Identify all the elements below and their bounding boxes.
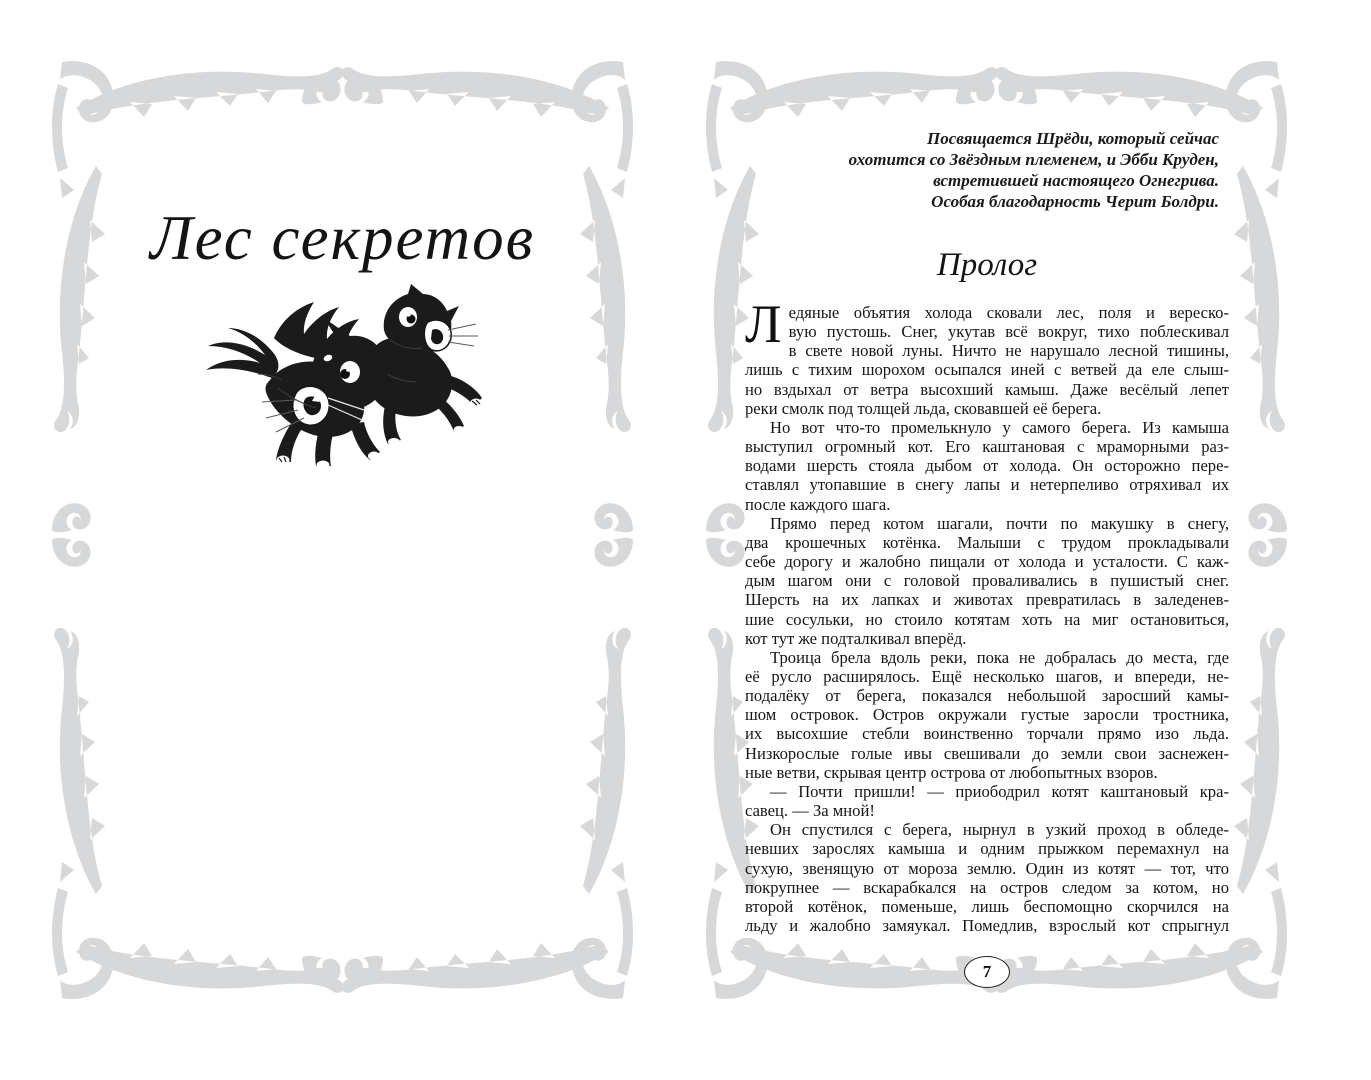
text-line: покрупнее — вскарабкался на остров следом за котом, но xyxy=(745,877,1229,897)
text-line: вую пустошь. Снег, укутав всё вокруг, тихо поблескивал xyxy=(788,322,1229,342)
chapter-heading: Пролог xyxy=(936,247,1038,283)
text-line: водами шерсть стояла дыбом от холода. Он осторожно пере- xyxy=(745,456,1229,476)
paragraph xyxy=(745,648,1229,782)
text-line: её русло расширялось. Ещё несколько шагов, и впереди, не- xyxy=(745,666,1229,686)
page-number-wrap xyxy=(745,956,1229,988)
text-line: невших зарослях камыша и одним прыжком перемахнул на xyxy=(745,839,1229,859)
dedication-line: встретившей настоящего Огнегрива. xyxy=(933,171,1219,190)
right-page xyxy=(690,48,1303,1012)
text-line: подалёку от берега, показался небольшой заросший камы- xyxy=(745,686,1229,706)
dedication xyxy=(799,128,1219,212)
dedication-line: Посвящается Шрёди, который сейчас xyxy=(927,129,1219,148)
text-line: реки смолк под толщей льда, сковавшей её берега. xyxy=(745,398,1102,418)
text-line: дым шагом они с головой проваливались в пушистый снег. xyxy=(745,571,1229,591)
text-line: Низкорослые голые ивы свешивали до земли свои заснежен- xyxy=(745,743,1229,763)
text-line: Прямо перед котом шагали, почти по макушку в снегу, xyxy=(770,513,1229,533)
drop-cap: Л xyxy=(745,294,782,354)
text-line: два крошечных котёнка. Малыши с трудом прокладывали xyxy=(745,532,1229,552)
text-line: Троица брела вдоль реки, пока не добралась до места, где xyxy=(770,647,1229,667)
text-line: едяные объятия холода сковали лес, поля и вереско- xyxy=(788,303,1229,322)
text-line: после каждого шага. xyxy=(745,494,891,514)
paragraph xyxy=(745,782,1229,820)
text-line: сухую, звенящую от мороза землю. Один из котят — тот, что xyxy=(745,858,1229,878)
ornamental-border-icon xyxy=(36,48,649,1012)
book-title: Лес секретов xyxy=(149,203,536,273)
text-line: но вздыхал от ветра высохший камыш. Даже весёлый лепет xyxy=(745,379,1229,399)
text-line: второй котёнок, поменьше, лишь беспомощно скорчился на xyxy=(745,896,1229,916)
dedication-line: охотится со Звёздным племенем, и Эбби Круден, xyxy=(848,150,1219,169)
text-line: шие сосульки, но стоило котятам хоть на миг остановиться, xyxy=(745,609,1229,629)
text-line: Шерсть на их лапках и животах превратилась в заледенев- xyxy=(745,590,1229,610)
left-page xyxy=(36,48,649,1012)
text-line: Но вот что-то промелькнуло у самого берега. Из камыша xyxy=(770,417,1229,437)
text-line: — Почти пришли! — приободрил котят каштановый кра- xyxy=(770,781,1229,801)
paragraph xyxy=(745,294,1229,418)
paragraph xyxy=(745,418,1229,514)
body-text xyxy=(745,294,1229,935)
text-line: ставлял утопавшие в снегу лапы и нетерпеливо отряхивал их xyxy=(745,475,1229,495)
text-line: льду и жалобно замяукал. Помедлив, взрослый кот спрыгнул xyxy=(745,916,1229,935)
paragraph xyxy=(745,820,1229,935)
text-line: Он спустился с берега, нырнул в узкий проход в обледе- xyxy=(770,820,1229,840)
text-line: шом островок. Остров окружали густые заросли тростника, xyxy=(745,705,1229,725)
text-line: себе дорогу и жалобно пищали от холода и усталости. С каж- xyxy=(745,552,1229,572)
dedication-line: Особая благодарность Черит Болдри. xyxy=(931,192,1219,211)
text-line: выступил огромный кот. Его каштановая с мраморными раз- xyxy=(745,437,1229,457)
page-number-badge: 7 xyxy=(964,956,1010,988)
kittens-illustration xyxy=(178,284,508,484)
text-line: ные ветви, скрывая центр острова от любопытных взоров. xyxy=(745,762,1158,782)
paragraph xyxy=(745,514,1229,648)
text-line: их высохшие стебли воинственно торчали прямо изо льда. xyxy=(745,724,1229,744)
text-line: савец. — За мной! xyxy=(745,801,875,821)
text-line: в свете новой луны. Ничто не нарушало лесной тишины, xyxy=(788,341,1229,361)
text-line: лишь с тихим шорохом осыпался иней с ветвей да еле слыш- xyxy=(745,360,1229,380)
text-line: кот тут же подталкивал вперёд. xyxy=(745,628,967,648)
